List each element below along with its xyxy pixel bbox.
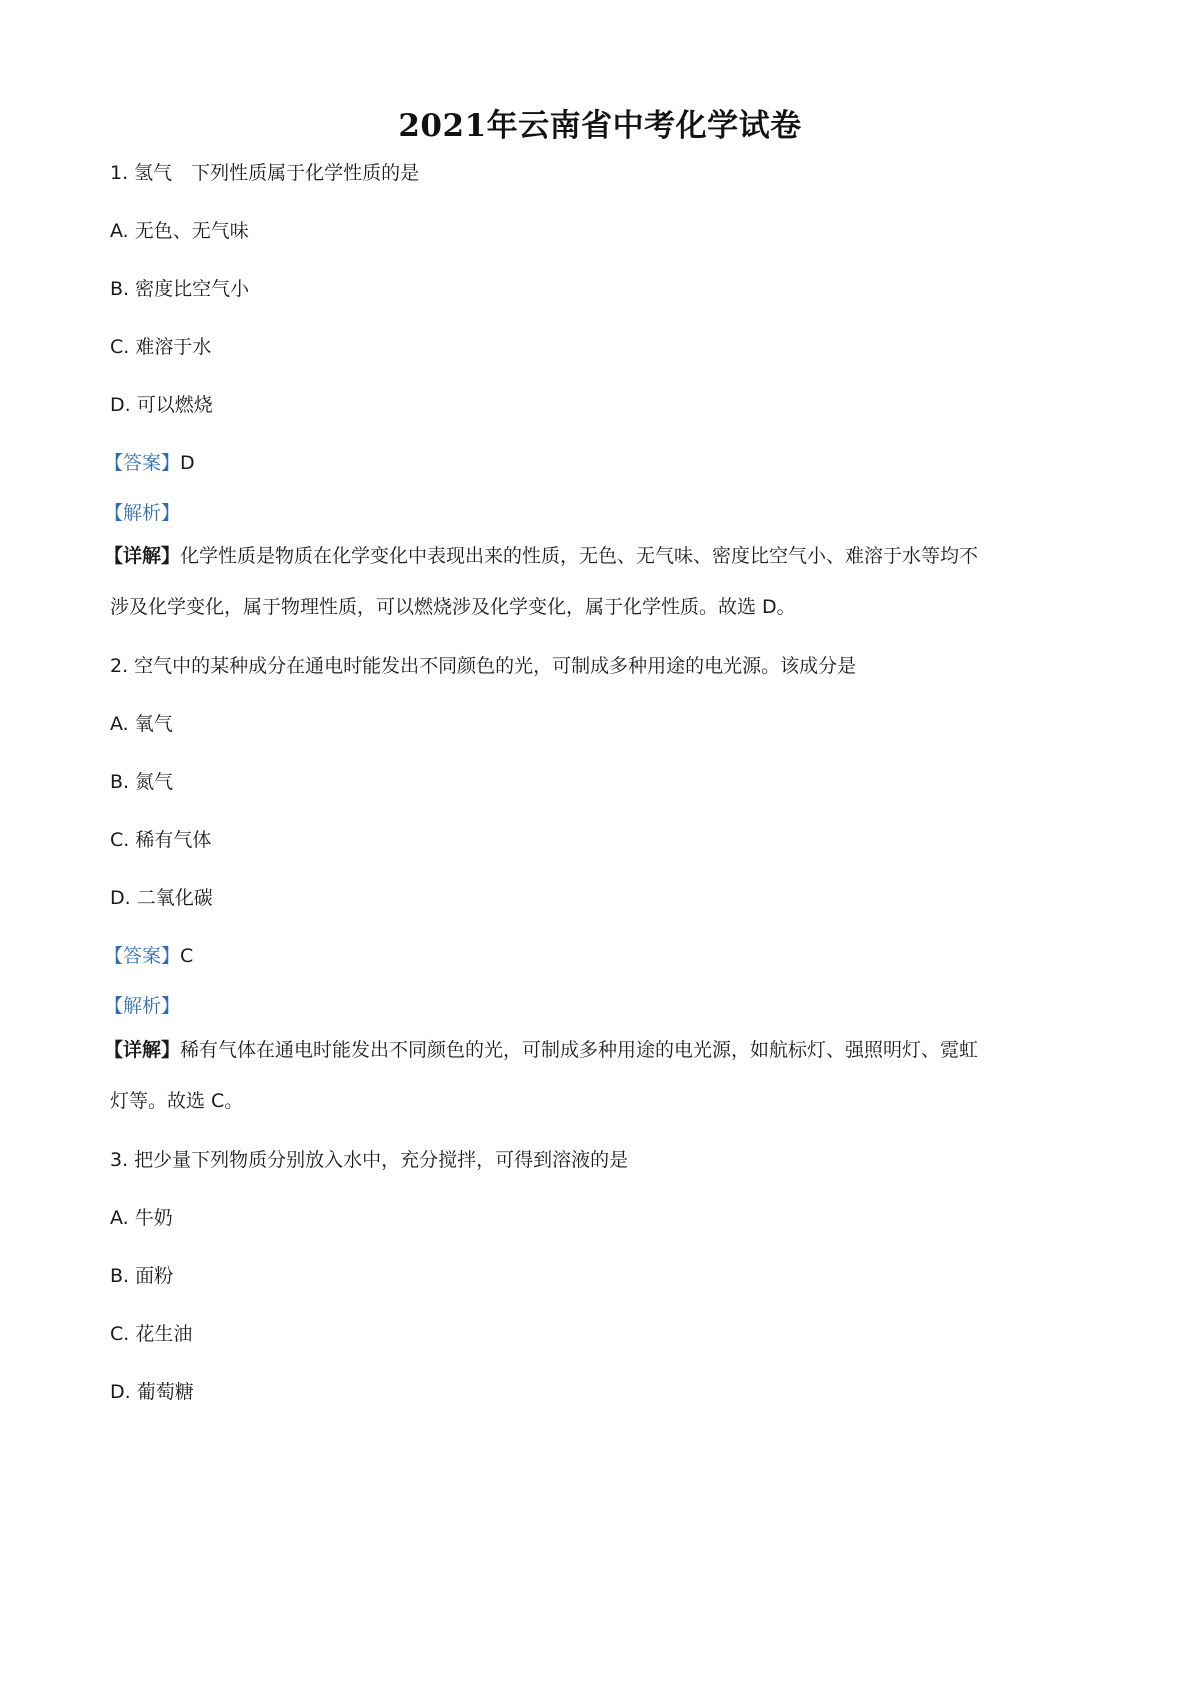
- question-1-analysis-tag: [104, 500, 180, 526]
- question-1-option-b: B. 密度比空气小: [110, 278, 250, 300]
- question-2-detail-line2: 灯等。故选 C。: [110, 1090, 244, 1112]
- detail-text: 稀有气体在通电时能发出不同颜色的光，可制成多种用途的电光源，如航标灯、强照明灯、霓虹: [180, 1039, 979, 1061]
- question-1-detail-line1: [104, 543, 978, 569]
- question-3-option-a: A. 牛奶: [110, 1207, 173, 1229]
- analysis-tag: 【解析】: [104, 995, 181, 1017]
- question-2-option-d: D. 二氧化碳: [110, 887, 213, 909]
- answer-value: C: [180, 945, 194, 967]
- question-1-answer: [104, 450, 195, 476]
- detail-tag: 【详解】: [104, 1039, 181, 1061]
- question-2-answer: [104, 943, 193, 969]
- page-title: 2021年云南省中考化学试卷: [398, 108, 802, 144]
- question-1-option-c: C. 难溶于水: [110, 336, 212, 358]
- question-2-detail-line1: [104, 1037, 978, 1063]
- answer-tag: 【答案】: [104, 945, 181, 967]
- question-1-option-d: D. 可以燃烧: [110, 394, 213, 416]
- question-2-option-a: A. 氧气: [110, 713, 173, 735]
- answer-tag: 【答案】: [104, 452, 181, 474]
- detail-tag: 【详解】: [104, 545, 181, 567]
- question-2-stem: 2. 空气中的某种成分在通电时能发出不同颜色的光，可制成多种用途的电光源。该成分是: [110, 655, 857, 677]
- question-2-option-b: B. 氮气: [110, 771, 174, 793]
- question-3-option-d: D. 葡萄糖: [110, 1381, 194, 1403]
- question-3-stem: 3. 把少量下列物质分别放入水中，充分搅拌，可得到溶液的是: [110, 1149, 629, 1171]
- question-2-option-c: C. 稀有气体: [110, 829, 212, 851]
- question-2-analysis-tag: [104, 993, 180, 1019]
- question-1-detail-line2: 涉及化学变化，属于物理性质，可以燃烧涉及化学变化，属于化学性质。故选 D。: [110, 596, 796, 618]
- detail-text: 化学性质是物质在化学变化中表现出来的性质，无色、无气味、密度比空气小、难溶于水等均不: [180, 545, 979, 567]
- analysis-tag: 【解析】: [104, 502, 181, 524]
- question-3-option-b: B. 面粉: [110, 1265, 174, 1287]
- question-1-stem: 1. 氢气 下列性质属于化学性质的是: [110, 162, 420, 184]
- answer-value: D: [180, 452, 195, 474]
- question-3-option-c: C. 花生油: [110, 1323, 193, 1345]
- question-1-option-a: A. 无色、无气味: [110, 220, 249, 242]
